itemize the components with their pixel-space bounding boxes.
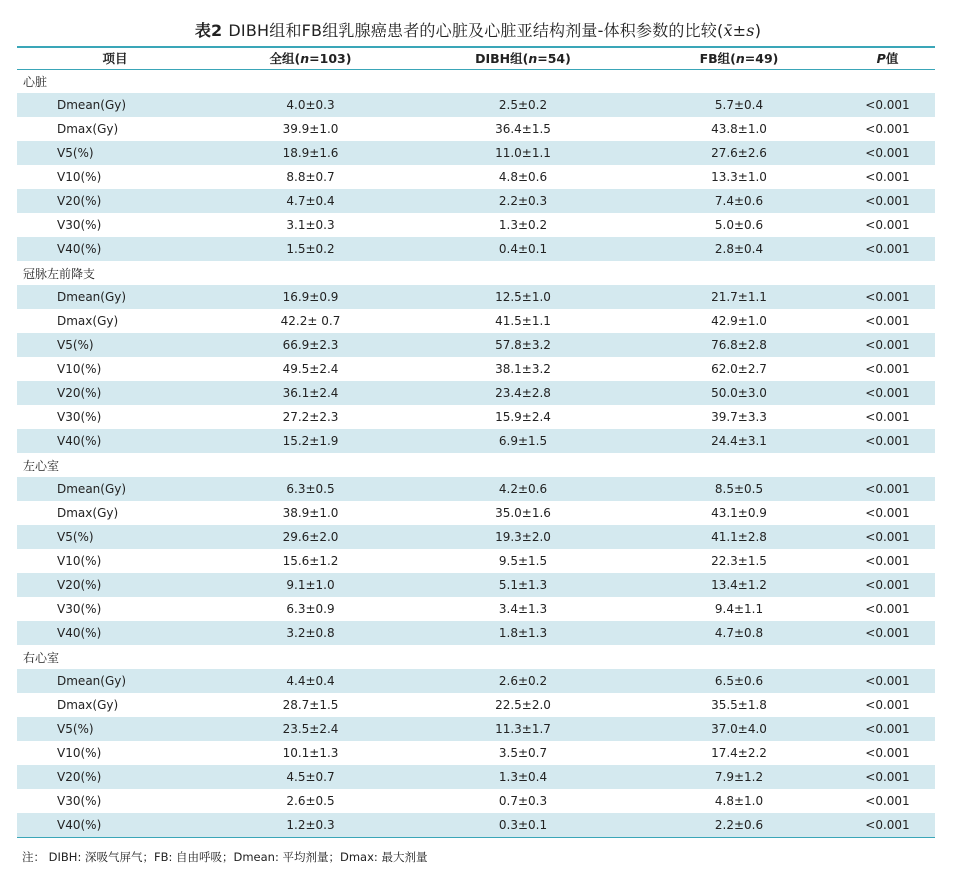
table-number: 表2 bbox=[194, 21, 223, 40]
cell-dibh-group: 5.1±1.3 bbox=[408, 573, 638, 597]
cell-fb-group: 43.1±0.9 bbox=[711, 506, 767, 520]
cell-dibh-group: 11.3±1.7 bbox=[408, 717, 638, 741]
cell-fb-group: 39.7±3.3 bbox=[711, 410, 767, 424]
cell-p-value: <0.001 bbox=[865, 602, 910, 616]
cell-all-group: 27.2±2.3 bbox=[282, 410, 339, 424]
cell-dibh-group: 57.8±3.2 bbox=[408, 333, 638, 357]
table-title-close: ) bbox=[754, 21, 762, 40]
table-body bbox=[17, 69, 935, 837]
cell-item: Dmean(Gy) bbox=[17, 285, 213, 309]
table-row bbox=[17, 93, 935, 117]
cell-dibh-group: 11.0±1.1 bbox=[408, 141, 638, 165]
table-row bbox=[17, 669, 935, 693]
table-row bbox=[17, 501, 935, 525]
cell-item: Dmean(Gy) bbox=[17, 93, 213, 117]
cell-fb-group: 24.4±3.1 bbox=[638, 429, 840, 453]
cell-all-group: 6.3±0.9 bbox=[286, 602, 335, 616]
table-row bbox=[17, 285, 935, 309]
cell-all-group: 4.7±0.4 bbox=[213, 189, 408, 213]
cell-item: Dmax(Gy) bbox=[57, 122, 119, 136]
cell-fb-group: 41.1±2.8 bbox=[638, 525, 840, 549]
cell-fb-group: 2.2±0.6 bbox=[638, 813, 840, 837]
cell-fb-group: 5.7±0.4 bbox=[638, 93, 840, 117]
cell-item: V20(%) bbox=[17, 765, 213, 789]
cell-dibh-group: 22.5±2.0 bbox=[495, 698, 551, 712]
table-row bbox=[17, 357, 935, 381]
cell-p-value: <0.001 bbox=[840, 93, 935, 117]
header-dibh-group: DIBH组(n=54) bbox=[408, 47, 638, 69]
cell-fb-group: 22.3±1.5 bbox=[711, 554, 767, 568]
cell-all-group: 49.5±2.4 bbox=[282, 362, 339, 376]
section-label: 右心室 bbox=[17, 645, 935, 669]
section-label: 心脏 bbox=[17, 69, 935, 93]
cell-p-value: <0.001 bbox=[865, 506, 910, 520]
cell-item: Dmax(Gy) bbox=[57, 506, 119, 520]
cell-all-group: 4.0±0.3 bbox=[213, 93, 408, 117]
table-header-row bbox=[17, 47, 935, 69]
cell-item: V20(%) bbox=[17, 189, 213, 213]
cell-dibh-group: 38.1±3.2 bbox=[495, 362, 551, 376]
cell-fb-group: 37.0±4.0 bbox=[638, 717, 840, 741]
table-row bbox=[17, 189, 935, 213]
cell-p-value: <0.001 bbox=[840, 717, 935, 741]
cell-all-group: 10.1±1.3 bbox=[282, 746, 339, 760]
table-row bbox=[17, 741, 935, 765]
cell-dibh-group: 3.5±0.7 bbox=[498, 746, 548, 760]
cell-item: Dmax(Gy) bbox=[57, 314, 119, 328]
cell-dibh-group: 3.4±1.3 bbox=[498, 602, 548, 616]
cell-all-group: 66.9±2.3 bbox=[213, 333, 408, 357]
table-row bbox=[17, 789, 935, 813]
table-row bbox=[17, 237, 935, 261]
cell-item: V20(%) bbox=[17, 573, 213, 597]
table-row bbox=[17, 429, 935, 453]
cell-all-group: 38.9±1.0 bbox=[282, 506, 339, 520]
cell-fb-group: 13.4±1.2 bbox=[638, 573, 840, 597]
header-p-value: P值 bbox=[840, 47, 935, 69]
cell-dibh-group: 1.3±0.2 bbox=[498, 218, 548, 232]
header-fb-group: FB组(n=49) bbox=[638, 47, 840, 69]
cell-dibh-group: 6.9±1.5 bbox=[408, 429, 638, 453]
table-row bbox=[17, 333, 935, 357]
cell-dibh-group: 12.5±1.0 bbox=[408, 285, 638, 309]
table-title-stat: x̄±s bbox=[723, 21, 755, 40]
comparison-table bbox=[17, 46, 935, 838]
cell-fb-group: 17.4±2.2 bbox=[711, 746, 767, 760]
cell-fb-group: 7.4±0.6 bbox=[638, 189, 840, 213]
table-row bbox=[17, 165, 935, 189]
cell-dibh-group: 41.5±1.1 bbox=[495, 314, 551, 328]
table-row bbox=[17, 717, 935, 741]
cell-fb-group: 4.8±1.0 bbox=[714, 794, 764, 808]
section-row bbox=[17, 453, 935, 477]
section-label: 冠脉左前降支 bbox=[17, 261, 935, 285]
cell-item: V30(%) bbox=[57, 602, 102, 616]
cell-p-value: <0.001 bbox=[865, 698, 910, 712]
cell-dibh-group: 2.5±0.2 bbox=[408, 93, 638, 117]
cell-all-group: 4.4±0.4 bbox=[213, 669, 408, 693]
cell-p-value: <0.001 bbox=[865, 122, 910, 136]
cell-dibh-group: 1.8±1.3 bbox=[408, 621, 638, 645]
cell-item: V40(%) bbox=[17, 429, 213, 453]
cell-p-value: <0.001 bbox=[865, 410, 910, 424]
cell-fb-group: 9.4±1.1 bbox=[714, 602, 764, 616]
cell-item: V10(%) bbox=[57, 170, 102, 184]
cell-item: V30(%) bbox=[57, 218, 102, 232]
cell-item: V5(%) bbox=[17, 333, 213, 357]
cell-p-value: <0.001 bbox=[840, 429, 935, 453]
cell-p-value: <0.001 bbox=[840, 765, 935, 789]
cell-dibh-group: 2.2±0.3 bbox=[408, 189, 638, 213]
cell-p-value: <0.001 bbox=[865, 362, 910, 376]
cell-item: V5(%) bbox=[17, 141, 213, 165]
cell-fb-group: 42.9±1.0 bbox=[711, 314, 767, 328]
cell-fb-group: 50.0±3.0 bbox=[638, 381, 840, 405]
cell-all-group: 28.7±1.5 bbox=[282, 698, 339, 712]
cell-item: V10(%) bbox=[57, 362, 102, 376]
cell-dibh-group: 0.7±0.3 bbox=[498, 794, 548, 808]
table-row bbox=[17, 693, 935, 717]
cell-fb-group: 62.0±2.7 bbox=[711, 362, 767, 376]
table-footnote: 注： DIBH: 深吸气屏气；FB: 自由呼吸；Dmean: 平均剂量；Dmax: 最大剂量 bbox=[22, 850, 428, 864]
cell-fb-group: 7.9±1.2 bbox=[638, 765, 840, 789]
table-title bbox=[0, 18, 956, 41]
table-row bbox=[17, 381, 935, 405]
cell-dibh-group: 9.5±1.5 bbox=[498, 554, 548, 568]
cell-p-value: <0.001 bbox=[840, 573, 935, 597]
cell-dibh-group: 0.4±0.1 bbox=[408, 237, 638, 261]
cell-all-group: 9.1±1.0 bbox=[213, 573, 408, 597]
table-row bbox=[17, 213, 935, 237]
table-row bbox=[17, 309, 935, 333]
table-row bbox=[17, 813, 935, 837]
cell-item: V40(%) bbox=[17, 237, 213, 261]
cell-dibh-group: 19.3±2.0 bbox=[408, 525, 638, 549]
cell-p-value: <0.001 bbox=[840, 333, 935, 357]
cell-p-value: <0.001 bbox=[865, 554, 910, 568]
header-item: 项目 bbox=[17, 47, 213, 69]
cell-dibh-group: 2.6±0.2 bbox=[408, 669, 638, 693]
table-row bbox=[17, 405, 935, 429]
cell-fb-group: 8.5±0.5 bbox=[638, 477, 840, 501]
cell-fb-group: 4.7±0.8 bbox=[638, 621, 840, 645]
section-row bbox=[17, 261, 935, 285]
cell-dibh-group: 36.4±1.5 bbox=[495, 122, 551, 136]
cell-dibh-group: 23.4±2.8 bbox=[408, 381, 638, 405]
cell-fb-group: 13.3±1.0 bbox=[711, 170, 767, 184]
cell-fb-group: 76.8±2.8 bbox=[638, 333, 840, 357]
cell-p-value: <0.001 bbox=[840, 477, 935, 501]
cell-all-group: 42.2± 0.7 bbox=[280, 314, 341, 328]
cell-all-group: 2.6±0.5 bbox=[286, 794, 335, 808]
cell-p-value: <0.001 bbox=[840, 621, 935, 645]
cell-p-value: <0.001 bbox=[840, 141, 935, 165]
cell-item: V10(%) bbox=[57, 554, 102, 568]
cell-fb-group: 27.6±2.6 bbox=[638, 141, 840, 165]
cell-all-group: 15.2±1.9 bbox=[213, 429, 408, 453]
cell-p-value: <0.001 bbox=[865, 314, 910, 328]
cell-dibh-group: 4.2±0.6 bbox=[408, 477, 638, 501]
cell-item: V5(%) bbox=[17, 717, 213, 741]
cell-fb-group: 5.0±0.6 bbox=[714, 218, 764, 232]
table-row bbox=[17, 549, 935, 573]
section-label: 左心室 bbox=[17, 453, 935, 477]
table-row bbox=[17, 621, 935, 645]
cell-fb-group: 6.5±0.6 bbox=[638, 669, 840, 693]
cell-all-group: 15.6±1.2 bbox=[282, 554, 339, 568]
cell-all-group: 39.9±1.0 bbox=[282, 122, 339, 136]
cell-item: Dmean(Gy) bbox=[17, 477, 213, 501]
cell-item: V30(%) bbox=[57, 794, 102, 808]
cell-all-group: 6.3±0.5 bbox=[213, 477, 408, 501]
cell-item: Dmean(Gy) bbox=[17, 669, 213, 693]
cell-item: Dmax(Gy) bbox=[57, 698, 119, 712]
table-row bbox=[17, 117, 935, 141]
cell-item: V20(%) bbox=[17, 381, 213, 405]
cell-p-value: <0.001 bbox=[840, 813, 935, 837]
cell-all-group: 18.9±1.6 bbox=[213, 141, 408, 165]
cell-all-group: 3.1±0.3 bbox=[286, 218, 335, 232]
cell-dibh-group: 4.8±0.6 bbox=[498, 170, 548, 184]
table-row bbox=[17, 525, 935, 549]
cell-item: V5(%) bbox=[17, 525, 213, 549]
cell-all-group: 3.2±0.8 bbox=[213, 621, 408, 645]
cell-fb-group: 43.8±1.0 bbox=[711, 122, 767, 136]
cell-all-group: 16.9±0.9 bbox=[213, 285, 408, 309]
cell-all-group: 1.2±0.3 bbox=[213, 813, 408, 837]
cell-dibh-group: 1.3±0.4 bbox=[408, 765, 638, 789]
cell-p-value: <0.001 bbox=[840, 285, 935, 309]
cell-all-group: 29.6±2.0 bbox=[213, 525, 408, 549]
cell-p-value: <0.001 bbox=[840, 525, 935, 549]
table-row bbox=[17, 141, 935, 165]
cell-p-value: <0.001 bbox=[840, 381, 935, 405]
header-all-group: 全组(n=103) bbox=[213, 47, 408, 69]
table-row bbox=[17, 573, 935, 597]
cell-p-value: <0.001 bbox=[865, 794, 910, 808]
cell-p-value: <0.001 bbox=[865, 218, 910, 232]
cell-p-value: <0.001 bbox=[865, 170, 910, 184]
table-row bbox=[17, 597, 935, 621]
section-row bbox=[17, 69, 935, 93]
cell-item: V40(%) bbox=[17, 621, 213, 645]
cell-p-value: <0.001 bbox=[865, 746, 910, 760]
cell-all-group: 4.5±0.7 bbox=[213, 765, 408, 789]
cell-p-value: <0.001 bbox=[840, 669, 935, 693]
cell-dibh-group: 0.3±0.1 bbox=[408, 813, 638, 837]
cell-item: V40(%) bbox=[17, 813, 213, 837]
section-row bbox=[17, 645, 935, 669]
cell-dibh-group: 35.0±1.6 bbox=[495, 506, 551, 520]
cell-fb-group: 21.7±1.1 bbox=[638, 285, 840, 309]
cell-p-value: <0.001 bbox=[840, 237, 935, 261]
cell-dibh-group: 15.9±2.4 bbox=[495, 410, 551, 424]
cell-all-group: 8.8±0.7 bbox=[286, 170, 335, 184]
cell-all-group: 23.5±2.4 bbox=[213, 717, 408, 741]
cell-item: V30(%) bbox=[57, 410, 102, 424]
cell-fb-group: 2.8±0.4 bbox=[638, 237, 840, 261]
cell-item: V10(%) bbox=[57, 746, 102, 760]
table-row bbox=[17, 477, 935, 501]
table-title-text: DIBH组和FB组乳腺癌患者的心脏及心脏亚结构剂量-体积参数的比较( bbox=[228, 21, 724, 40]
table-row bbox=[17, 765, 935, 789]
cell-all-group: 1.5±0.2 bbox=[213, 237, 408, 261]
cell-fb-group: 35.5±1.8 bbox=[711, 698, 767, 712]
cell-all-group: 36.1±2.4 bbox=[213, 381, 408, 405]
cell-p-value: <0.001 bbox=[840, 189, 935, 213]
